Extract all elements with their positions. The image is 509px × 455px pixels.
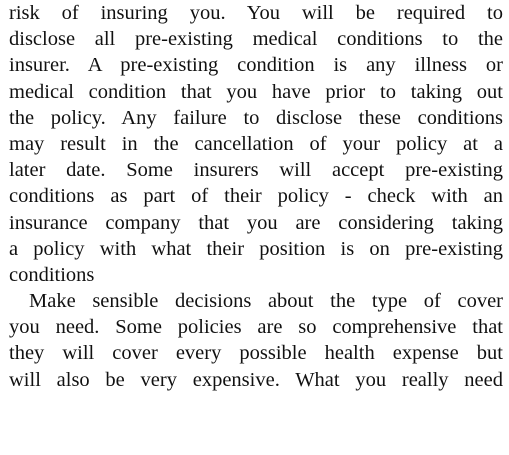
text-line: you need. Some policies are so comprehensive that xyxy=(9,316,503,339)
paragraph-preexisting-conditions xyxy=(9,0,503,288)
text-line: conditions xyxy=(9,263,95,286)
text-line: a policy with what their position is on pre-existing xyxy=(9,237,503,260)
text-line: the policy. Any failure to disclose these conditions xyxy=(9,106,503,129)
text-line: Make sensible decisions about the type of cover xyxy=(29,290,503,313)
text-line: insurer. A pre-existing condition is any illness or xyxy=(9,54,503,77)
paragraph-sensible-decisions xyxy=(9,288,503,393)
text-line: they will cover every possible health expense but xyxy=(9,342,503,365)
text-line: conditions as part of their policy - check with an xyxy=(9,185,503,208)
text-line: later date. Some insurers will accept pre-existing xyxy=(9,159,503,182)
text-line: medical condition that you have prior to taking out xyxy=(9,80,503,103)
text-line: will also be very expensive. What you really need xyxy=(9,368,503,391)
text-line: disclose all pre-existing medical conditions to the xyxy=(9,28,503,51)
text-line: may result in the cancellation of your policy at a xyxy=(9,132,503,155)
document-page xyxy=(9,0,503,393)
text-line: insurance company that you are considering taking xyxy=(9,211,503,234)
text-line: risk of insuring you. You will be required to xyxy=(9,2,503,24)
